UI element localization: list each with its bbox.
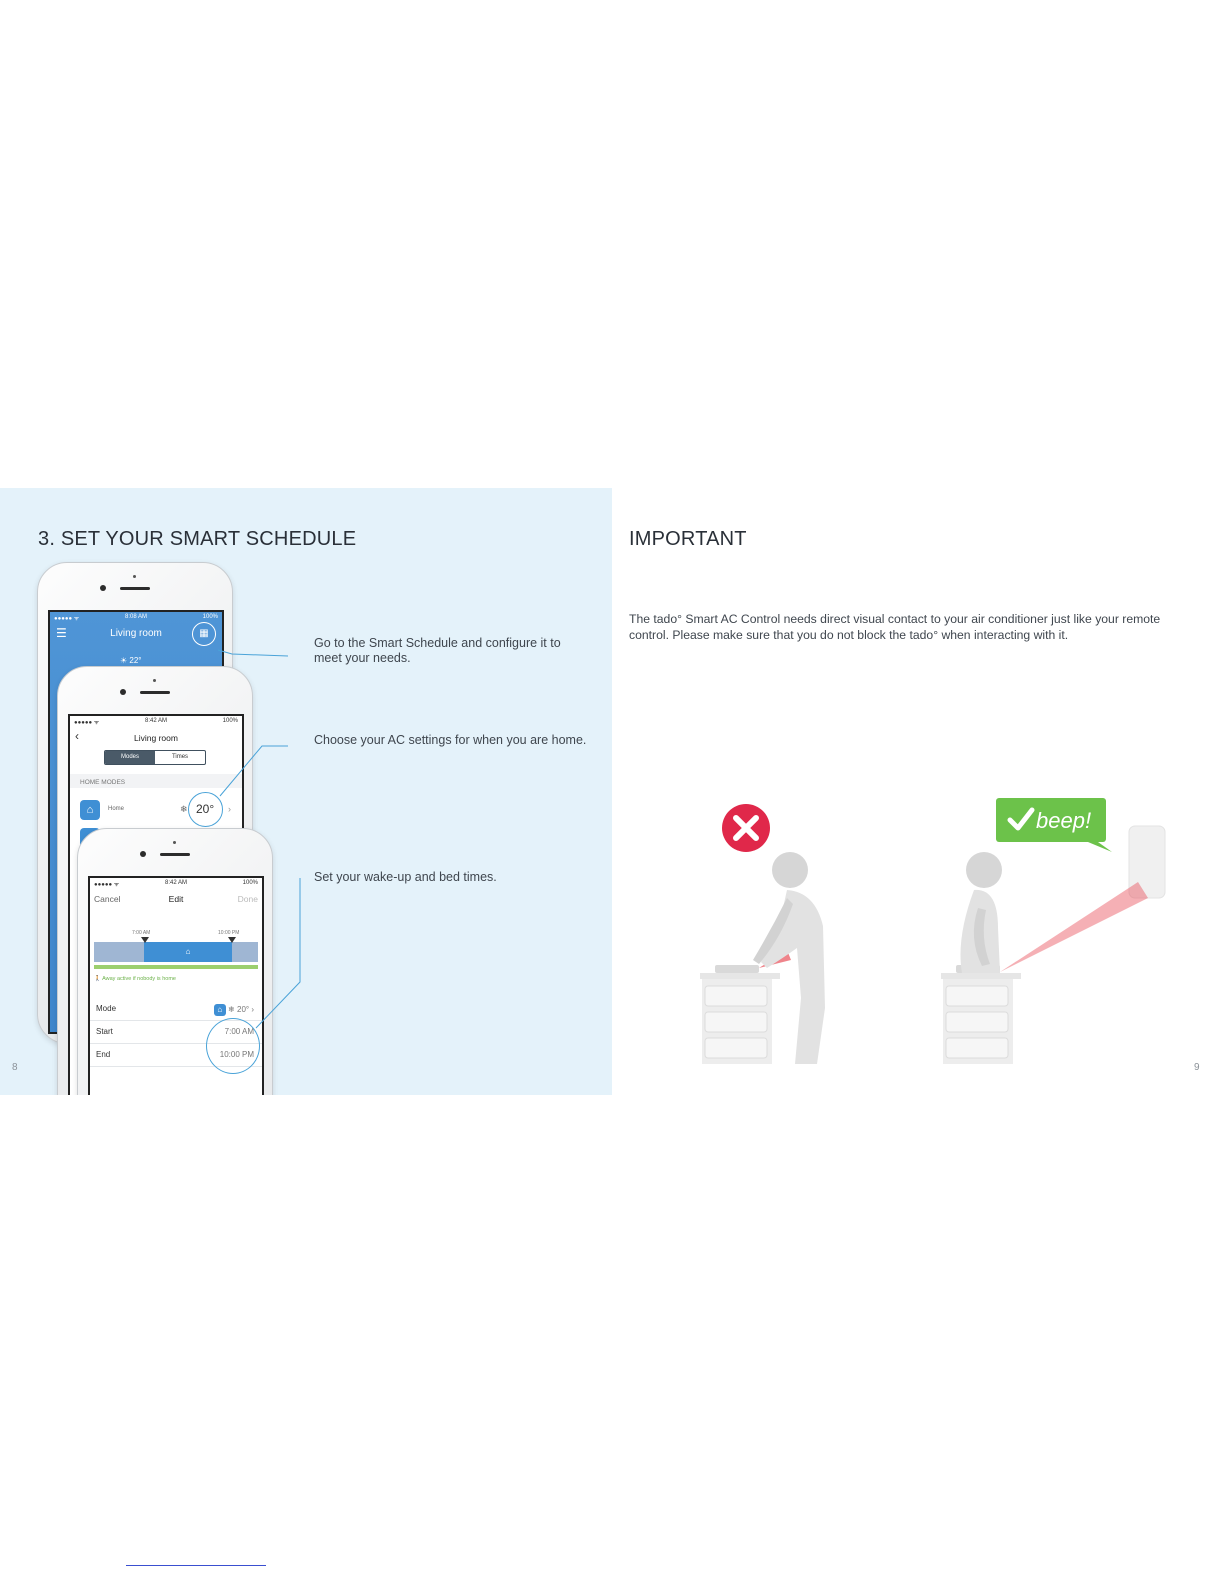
mode-value: ⌂ ❄ 20° › <box>214 1004 254 1016</box>
left-heading: 3. SET YOUR SMART SCHEDULE <box>38 528 357 550</box>
section-header: HOME MODES <box>70 774 242 788</box>
callout-leader-lines <box>0 488 612 1095</box>
phone2-screen: ●●●●● ᯤ 8:42 AM 100% ‹ Living room Modes Times HOME MODES ⌂ Home ❄ 20° › <box>68 714 244 1095</box>
home-icon: ⌂ <box>80 800 100 820</box>
footnote-rule <box>126 1565 266 1566</box>
schedule-icon[interactable]: ▦ <box>192 622 216 646</box>
phone1-title: Living room <box>110 628 162 639</box>
phone3-time: 8:42 AM <box>164 880 187 886</box>
correct-usage-illustration <box>938 788 1188 1068</box>
beep-text: beep! <box>1036 808 1092 833</box>
home-mode-label: Home <box>108 806 125 812</box>
start-label: Start <box>96 1027 113 1036</box>
timeline-start-label: 7:00 AM <box>132 930 151 936</box>
menu-icon[interactable]: ☰ <box>56 626 67 640</box>
important-body: The tado° Smart AC Control needs direct visual contact to your air conditioner just like your remote control. Please make sure that you do not block the tado° when interacting with it. <box>629 612 1161 642</box>
mode-label: Mode <box>96 1004 117 1013</box>
chevron-right-icon[interactable]: › <box>228 804 231 814</box>
tab-times[interactable]: Times <box>171 754 189 760</box>
edit-title: Edit <box>168 894 184 904</box>
end-label: End <box>96 1050 111 1059</box>
weather-readout: ☀ 22° <box>120 656 142 665</box>
tab-modes[interactable]: Modes <box>105 751 155 764</box>
phone3-screen: ●●●●● ᯤ 8:42 AM 100% Cancel Edit Done 7:00 AM 10:00 PM ⌂ 🚶 Away active if nobody is home Mode ⌂ ❄ 20° › Start 7:00 AM End 10:00 PM <box>88 876 264 1095</box>
start-value: 7:00 AM <box>224 1027 254 1036</box>
phone1-battery: 100% <box>202 614 218 620</box>
cross-icon <box>722 804 770 852</box>
phone3-battery: 100% <box>242 880 258 886</box>
page-number-right: 9 <box>1194 1062 1200 1073</box>
callout-1: Go to the Smart Schedule and configure it to meet your needs. <box>314 636 561 665</box>
callout-3: Set your wake-up and bed times. <box>314 870 497 884</box>
phone1-screen: ●●●●● ᯤ 8:08 AM 100% ☰ Living room ▦ ☀ 22° <box>48 610 224 1034</box>
phone1-time: 8:08 AM <box>124 614 147 620</box>
home-mini-icon: ⌂ <box>214 1004 226 1016</box>
phone2-time: 8:42 AM <box>144 718 167 724</box>
phone2-battery: 100% <box>222 718 238 724</box>
away-note: 🚶 Away active if nobody is home <box>94 976 176 982</box>
callout-2: Choose your AC settings for when you are home. <box>314 733 587 747</box>
done-button[interactable]: Done <box>237 894 258 904</box>
wrong-usage-illustration <box>697 798 897 1068</box>
timeline-end-label: 10:00 PM <box>218 930 240 936</box>
page-spread <box>0 488 1224 1095</box>
end-value: 10:00 PM <box>219 1050 254 1059</box>
home-block[interactable]: ⌂ <box>144 942 232 962</box>
cancel-button[interactable]: Cancel <box>94 894 121 904</box>
snowflake-icon: ❄ <box>180 804 188 814</box>
right-heading: IMPORTANT <box>629 528 747 550</box>
phone2-title: Living room <box>134 733 178 743</box>
left-page <box>0 488 612 1095</box>
right-page <box>612 488 1224 1095</box>
page-number-left: 8 <box>12 1062 18 1073</box>
back-chevron-icon[interactable]: ‹ <box>75 729 79 743</box>
home-mode-temp[interactable]: 20° <box>196 802 215 816</box>
